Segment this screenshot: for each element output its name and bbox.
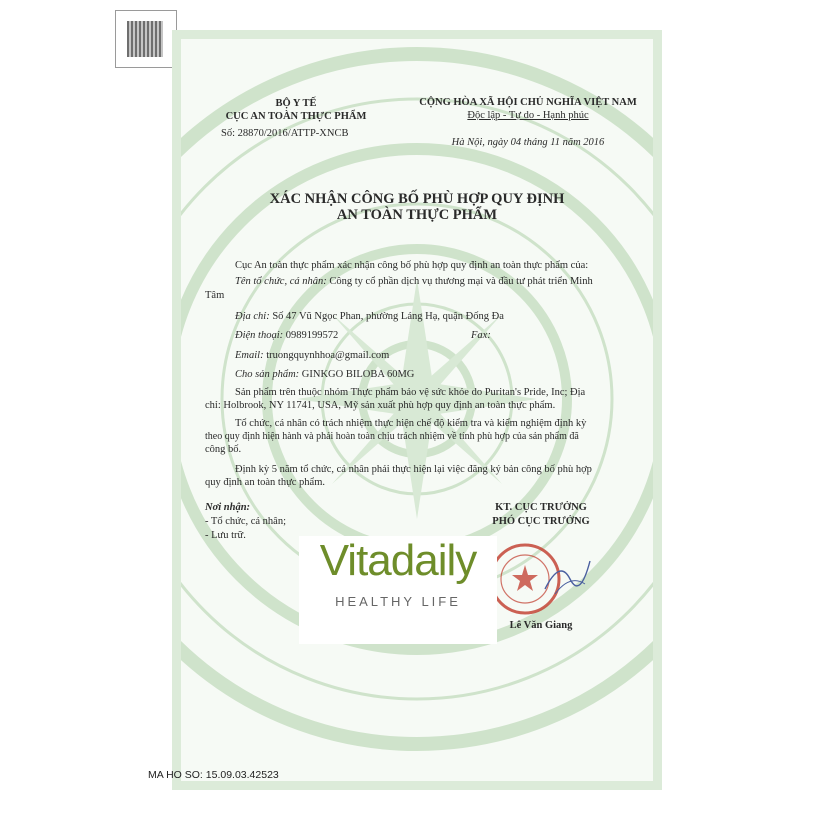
recipients-label: Nơi nhận: <box>205 502 251 513</box>
paragraph-1-line-1: Sản phẩm trên thuộc nhóm Thực phẩm bảo vệ sức khỏe do Puritan's Pride, Inc; Địa <box>235 387 586 398</box>
organization-line <box>235 275 593 288</box>
organization-continued: Tâm <box>205 290 225 301</box>
organization-value: Công ty cổ phần dịch vụ thương mại và đầu tư phát triển Minh <box>326 276 593 287</box>
address-value: Số 47 Vũ Ngọc Phan, phường Láng Hạ, quận Đống Đa <box>269 311 504 322</box>
document-title-line-1: XÁC NHẬN CÔNG BỐ PHÙ HỢP QUY ĐỊNH <box>269 191 565 207</box>
recipient-1: - Tổ chức, cá nhân; <box>205 516 287 527</box>
email-line <box>235 349 389 362</box>
paragraph-2-line-3: công bố. <box>205 444 242 455</box>
paragraph-3-line-2: quy định an toàn thực phẩm. <box>205 477 326 488</box>
national-motto: Độc lập - Tự do - Hạnh phúc <box>467 110 589 121</box>
qr-code <box>115 10 177 68</box>
file-code: MA HO SO: 15.09.03.42523 <box>148 769 279 781</box>
certificate-sheet <box>172 30 662 790</box>
fax-label: Fax: <box>471 330 491 341</box>
official-seal-stamp <box>485 539 595 619</box>
logo-tagline: HEALTHY LIFE <box>335 594 461 609</box>
department-name: CỤC AN TOÀN THỰC PHẨM <box>225 111 367 122</box>
paragraph-1-line-2: chỉ: Holbrook, NY 11741, USA, Mỹ sản xuất phù hợp quy định an toàn thực phẩm. <box>205 400 556 411</box>
organization-label: Tên tổ chức, cá nhân: <box>235 276 327 287</box>
country-name: CỘNG HÒA XÃ HỘI CHỦ NGHĨA VIỆT NAM <box>419 97 637 108</box>
signature-title-2: PHÓ CỤC TRƯỞNG <box>492 516 590 527</box>
address-line <box>235 310 504 323</box>
qr-code-icon <box>127 21 163 57</box>
paragraph-3-line-1: Định kỳ 5 năm tổ chức, cá nhân phải thực hiện lại việc đăng ký bản công bố phù hợp <box>235 464 592 475</box>
product-line <box>235 368 414 381</box>
recipient-2: - Lưu trữ. <box>205 530 246 541</box>
vitadaily-logo <box>299 536 497 644</box>
paragraph-2-line-1: Tổ chức, cá nhân có trách nhiệm thực hiện chế độ kiểm tra và kiểm nghiệm định kỳ <box>235 418 587 429</box>
address-label: Địa chỉ: <box>235 311 270 322</box>
phone-label: Điện thoại: <box>235 330 284 341</box>
intro-text: Cục An toàn thực phẩm xác nhận công bố phù hợp quy định an toàn thực phẩm của: <box>235 260 589 271</box>
document-number: Số: 28870/2016/ATTP-XNCB <box>221 128 349 139</box>
phone-line <box>235 329 338 342</box>
paragraph-2-line-2: theo quy định hiện hành và phải hoàn toàn chịu trách nhiệm về tính phù hợp của sản phẩm đã <box>205 431 579 442</box>
issue-date: Hà Nội, ngày 04 tháng 11 năm 2016 <box>451 137 605 148</box>
phone-value: 0989199572 <box>283 330 339 341</box>
email-value: truongquynhhoa@gmail.com <box>263 350 390 361</box>
product-label: Cho sản phẩm: <box>235 369 300 380</box>
product-value: GINKGO BILOBA 60MG <box>299 369 415 380</box>
logo-wordmark: Vitadaily <box>319 536 477 585</box>
document-title-line-2: AN TOÀN THỰC PHẨM <box>336 207 498 223</box>
email-label: Email: <box>235 350 264 361</box>
signature-title-1: KT. CỤC TRƯỞNG <box>495 502 587 513</box>
ministry-name: BỘ Y TẾ <box>275 98 317 109</box>
signer-name: Lê Văn Giang <box>509 620 573 631</box>
